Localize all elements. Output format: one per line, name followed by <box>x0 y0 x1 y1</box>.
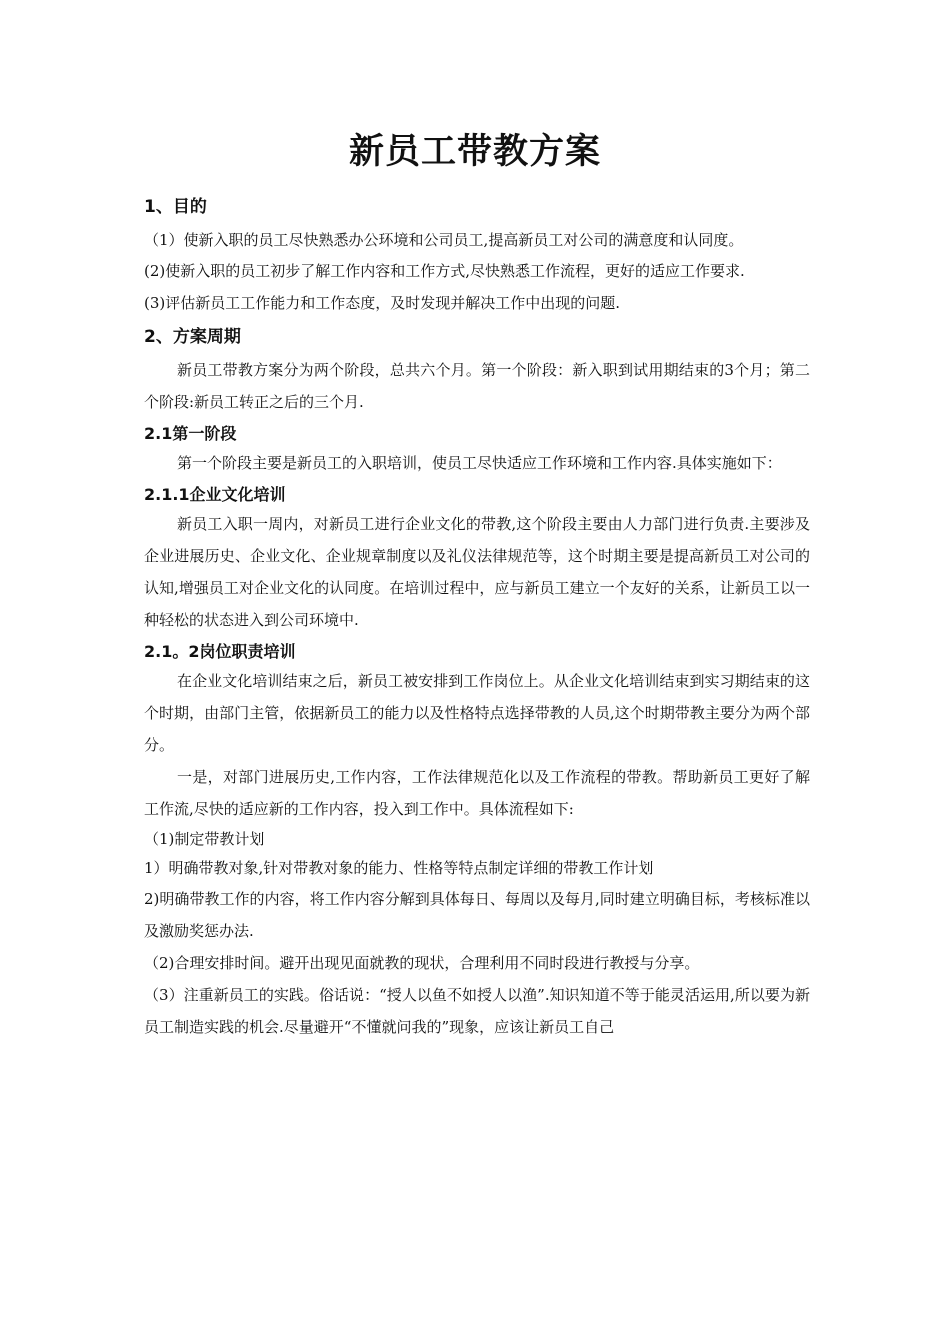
section-heading-purpose: 1、目的 <box>144 197 207 217</box>
job-training-item-2: （2)合理安排时间。避开出现见面就教的现状，合理利用不同时段进行教授与分享。 <box>144 954 700 972</box>
job-training-paragraph-1: 在企业文化培训结束之后，新员工被安排到工作岗位上。从企业文化培训结束到实习期结束的这个时期，由部门主管，依据新员工的能力以及性格特点选择带教的人员,这个时期带教主要分为两个部分。 <box>144 672 810 754</box>
purpose-item-2: (2)使新入职的员工初步了解工作内容和工作方式,尽快熟悉工作流程，更好的适应工作要求. <box>144 262 745 280</box>
stage-1-paragraph: 第一个阶段主要是新员工的入职培训，使员工尽快适应工作环境和工作内容.具体实施如下： <box>177 454 782 472</box>
section-heading-job-training: 2.1。2岗位职责培训 <box>144 642 296 661</box>
job-training-item-1b: 2)明确带教工作的内容，将工作内容分解到具体每日、每周以及每月,同时建立明确目标，考核标准以及激励奖惩办法. <box>144 890 810 940</box>
job-training-paragraph-2: 一是，对部门进展历史,工作内容，工作法律规范化以及工作流程的带教。帮助新员工更好了解工作流,尽快的适应新的工作内容，投入到工作中。具体流程如下: <box>144 768 810 818</box>
job-training-item-3: （3）注重新员工的实践。俗话说：“授人以鱼不如授人以渔”.知识知道不等于能灵活运用,所以要为新员工制造实践的机会.尽量避开“不懂就问我的”现象，应该让新员工自己 <box>144 986 810 1036</box>
period-paragraph: 新员工带教方案分为两个阶段，总共六个月。第一个阶段：新入职到试用期结束的3个月；第二个阶段:新员工转正之后的三个月. <box>144 361 810 411</box>
document-title: 新员工带教方案 <box>348 131 601 172</box>
culture-training-paragraph: 新员工入职一周内，对新员工进行企业文化的带教,这个阶段主要由人力部门进行负责.主要涉及企业进展历史、企业文化、企业规章制度以及礼仪法律规范等，这个时期主要是提高新员工对公司的认知,增强员工对企业文化的认同度。在培训过程中，应与新员工建立一个友好的关系，让新员工以一种轻松的状态进入到公司环境中. <box>144 515 810 629</box>
purpose-item-1: （1）使新入职的员工尽快熟悉办公环境和公司员工,提高新员工对公司的满意度和认同度。 <box>144 231 744 249</box>
job-training-item-1: （1)制定带教计划 <box>144 830 265 848</box>
job-training-item-1a: 1）明确带教对象,针对带教对象的能力、性格等特点制定详细的带教工作计划 <box>144 859 654 877</box>
purpose-item-3: (3)评估新员工工作能力和工作态度，及时发现并解决工作中出现的问题. <box>144 294 621 312</box>
section-heading-period: 2、方案周期 <box>144 327 241 347</box>
section-heading-stage-1: 2.1第一阶段 <box>144 424 237 443</box>
document-body <box>144 193 810 1043</box>
section-heading-culture-training: 2.1.1企业文化培训 <box>144 485 286 504</box>
